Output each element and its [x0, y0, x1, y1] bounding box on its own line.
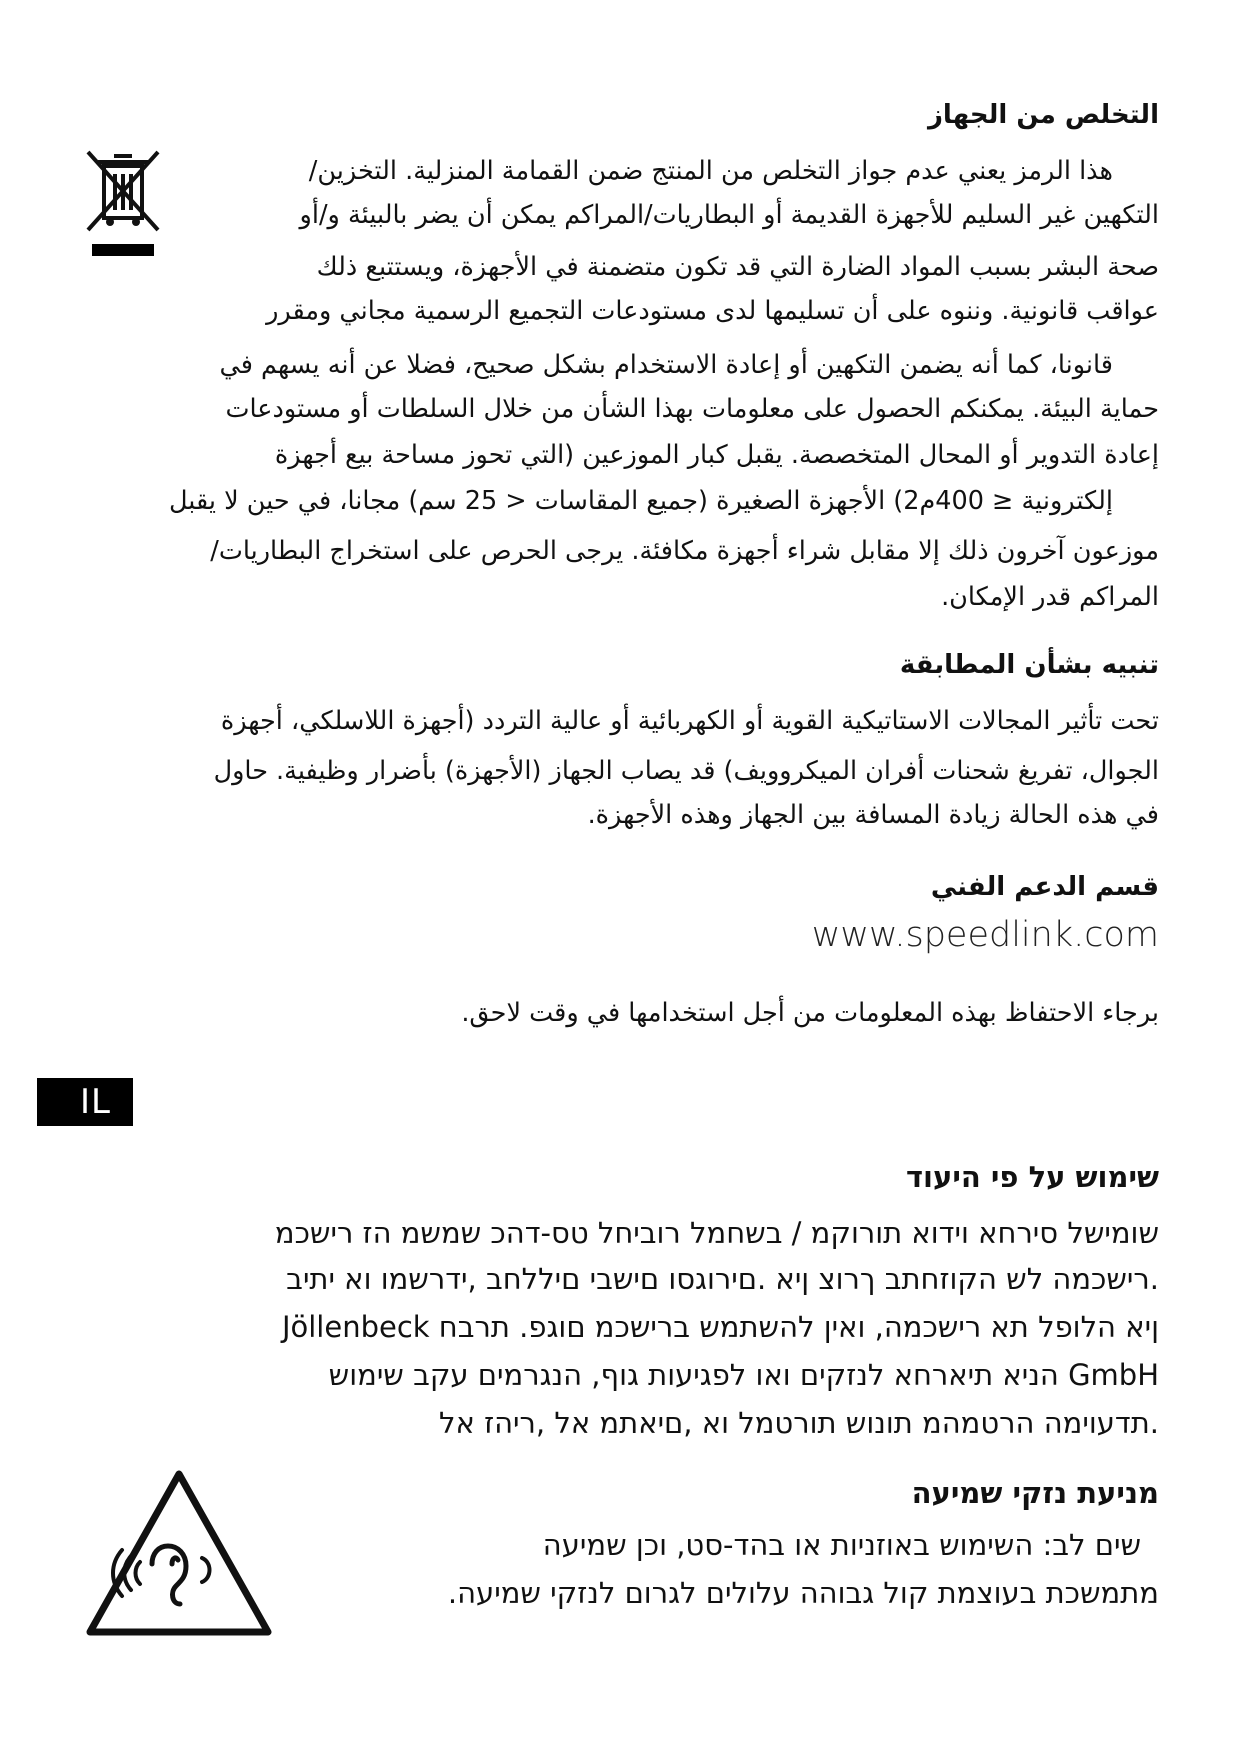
disposal-line: المراكم قدر الإمكان.: [941, 582, 1159, 612]
conformity-heading: تنبيه بشأن المطابقة: [899, 650, 1159, 680]
support-heading: قسم الدعم الفني: [930, 872, 1159, 902]
disposal-line: عواقب قانونية. وننوه على أن تسليمها لدى مستودعات التجميع الرسمية مجاني ومقرر: [266, 296, 1159, 326]
disposal-line: هذا الرمز يعني عدم جواز التخلص من المنتج ضمن القمامة المنزلية. التخزين/: [308, 156, 1113, 186]
disposal-line: موزعون آخرون ذلك إلا مقابل شراء أجهزة مكافئة. يرجى الحرص على استخراج البطاريات/: [210, 536, 1159, 566]
disposal-line: صحة البشر بسبب المواد الضارة التي قد تكون متضمنة في الأجهزة، ويستتبع ذلك: [316, 252, 1159, 282]
disposal-heading: التخلص من الجهاز: [927, 100, 1159, 130]
intended-use-line: .רישכמה לש הקוזחתב ךרוצ ןיא .םירוגסו םישבי םיללחב ,ידרשמו וא יתיב: [286, 1262, 1159, 1296]
support-note: برجاء الاحتفاظ بهذه المعلومات من أجل استخدامها في وقت لاحق.: [461, 998, 1159, 1028]
intended-use-line: .תדעוימה הרטמהמ תונוש תורטמל וא ,םיאתמ אל ,ריהז אל: [438, 1406, 1159, 1440]
disposal-line: حماية البيئة. يمكنكم الحصول على معلومات بهذا الشأن من خلال السلطات أو مستودعات: [225, 394, 1159, 424]
conformity-line: تحت تأثير المجالات الاستاتيكية القوية أو الكهربائية أو عالية التردد (أجهزة اللاسلكي، أجهزة: [220, 706, 1159, 736]
conformity-line: في هذه الحالة زيادة المسافة بين الجهاز وهذه الأجهزة.: [587, 800, 1159, 830]
hearing-warning-icon: [84, 1466, 274, 1638]
intended-use-line: שומישל סירחא וידוא תורוקמ / בשחמל רוביחל טס-דהכ שמשמ הז רישכמ: [274, 1216, 1159, 1250]
hearing-line: מתמשכת בעוצמת קול גבוהה עלולים לגרום לנזקי שמיעה.: [447, 1576, 1159, 1610]
conformity-line: الجوال، تفريغ شحنات أفران الميكروويف) قد يصاب الجهاز (الأجهزة) بأضرار وظيفية. حاول: [213, 756, 1159, 786]
disposal-line: إلكترونية ≤ 400م2) الأجهزة الصغيرة (جميع المقاسات < 25 سم) مجانا، في حين لا يقبل: [168, 486, 1113, 516]
weee-bin-icon: [84, 148, 162, 260]
language-tag: IL: [37, 1078, 133, 1126]
intended-use-line: GmbH הניא תיארחא לנזקים ואו לפגיעות גוף, הנגרמים עקב שימוש: [328, 1358, 1159, 1392]
hearing-line: שים לב: השימוש באוזניות או בהד-סט, וכן שמיעה: [542, 1528, 1141, 1562]
disposal-line: التكهين غير السليم للأجهزة القديمة أو البطاريات/المراكم يمكن أن يضر بالبيئة و/أو: [299, 200, 1159, 230]
support-url[interactable]: www.speedlink.com: [811, 915, 1159, 955]
intended-use-line: ןיא הלופל תא רישכמה, ואין להשתמש ברישכמ םוגפ. תרבח Jöllenbeck: [281, 1310, 1159, 1344]
disposal-line: إعادة التدوير أو المحال المتخصصة. يقبل كبار الموزعين (التي تحوز مساحة بيع أجهزة: [274, 440, 1159, 470]
disposal-line: قانونا، كما أنه يضمن التكهين أو إعادة الاستخدام بشكل صحيح، فضلا عن أنه يسهم في: [219, 350, 1113, 380]
intended-use-heading: שימוש על פי היעוד: [906, 1160, 1159, 1194]
hearing-heading: מניעת נזקי שמיעה: [911, 1476, 1159, 1510]
